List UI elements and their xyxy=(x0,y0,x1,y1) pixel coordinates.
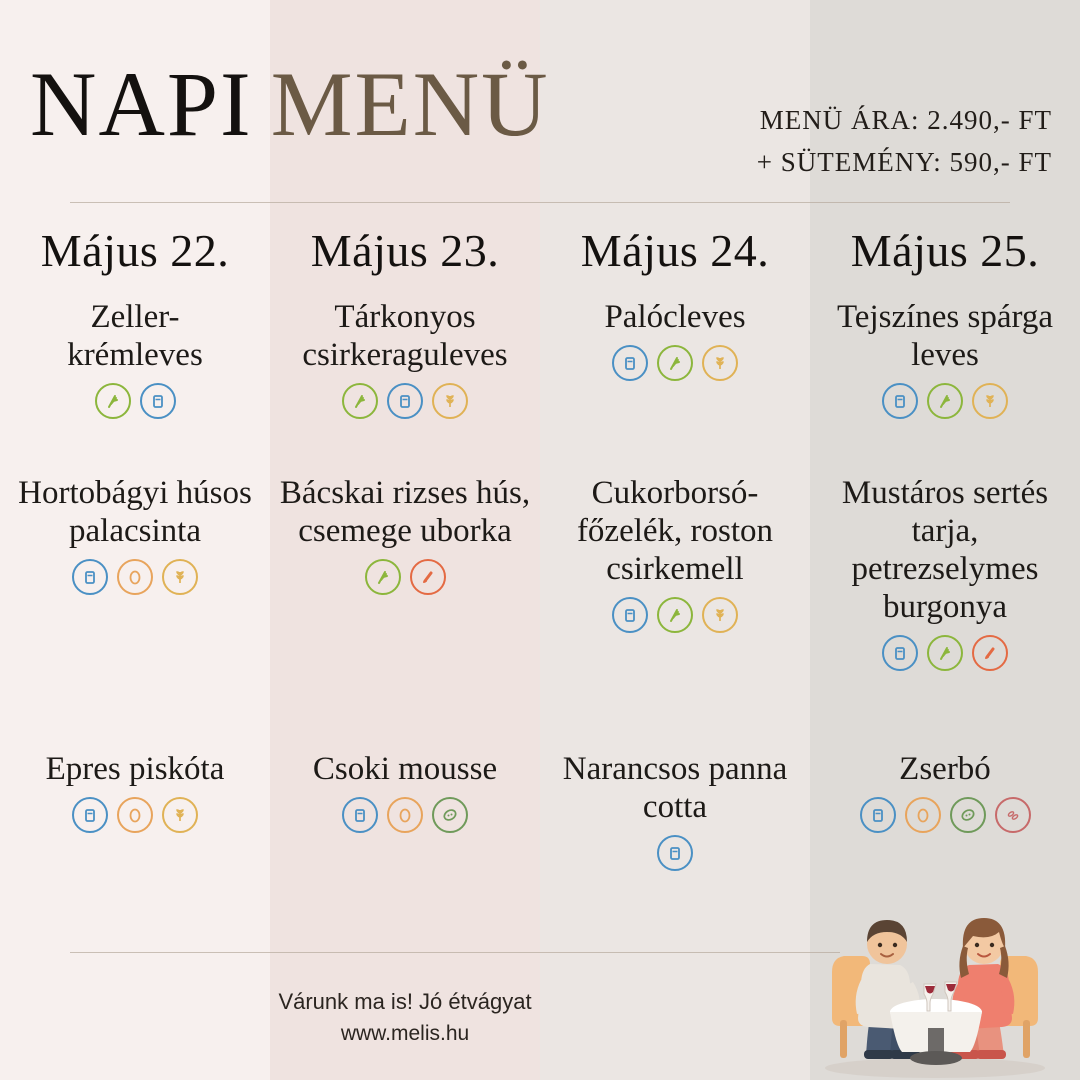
footer xyxy=(0,985,810,1050)
egg-icon xyxy=(387,797,423,833)
allergen-icons xyxy=(544,597,806,633)
milk-icon xyxy=(882,635,918,671)
gluten-icon xyxy=(702,597,738,633)
dish-name: Epres piskóta xyxy=(45,751,225,787)
dessert-dish xyxy=(544,751,806,871)
celery-icon xyxy=(365,559,401,595)
price-info xyxy=(757,100,1052,184)
main-slot xyxy=(814,475,1076,721)
milk-icon xyxy=(140,383,176,419)
soup-slot xyxy=(814,299,1076,449)
egg-icon xyxy=(117,559,153,595)
title-word-menu: MENÜ xyxy=(270,53,550,155)
page-title xyxy=(30,53,550,155)
allergen-icons xyxy=(814,635,1076,671)
allergen-icons xyxy=(4,383,266,419)
celery-icon xyxy=(927,635,963,671)
mustard-icon xyxy=(972,635,1008,671)
soup-dish xyxy=(4,299,266,419)
menu-day-column xyxy=(810,224,1080,891)
gluten-icon xyxy=(162,559,198,595)
dessert-slot xyxy=(274,751,536,891)
divider-top xyxy=(70,202,1010,203)
soup-dish xyxy=(274,299,536,419)
footer-greeting: Várunk ma is! Jó étvágyat xyxy=(278,989,532,1014)
gluten-icon xyxy=(162,797,198,833)
menu-price: MENÜ ÁRA: 2.490,- FT xyxy=(759,105,1052,135)
dish-name: Csoki mousse xyxy=(312,751,498,787)
celery-icon xyxy=(657,345,693,381)
day-heading: Május 23. xyxy=(310,225,500,276)
soup-dish xyxy=(814,299,1076,419)
main-dish xyxy=(814,475,1076,671)
soup-slot xyxy=(4,299,266,449)
allergen-icons xyxy=(544,345,806,381)
dish-name: Bácskai rizses hús, csemege uborka xyxy=(279,475,531,549)
dessert-slot xyxy=(4,751,266,891)
dessert-dish xyxy=(4,751,266,833)
soup-dish xyxy=(544,299,806,381)
dish-name: Cukorborsó-főzelék, roston csirkemell xyxy=(576,475,774,587)
sesame-icon xyxy=(995,797,1031,833)
dish-name: Palócleves xyxy=(604,299,746,335)
main-slot xyxy=(4,475,266,721)
day-heading: Május 24. xyxy=(580,225,770,276)
nuts-icon xyxy=(950,797,986,833)
dessert-price: + SÜTEMÉNY: 590,- FT xyxy=(756,146,1052,177)
menu-day-column xyxy=(540,224,810,891)
dish-name: Zserbó xyxy=(899,751,991,787)
nuts-icon xyxy=(432,797,468,833)
allergen-icons xyxy=(274,797,536,833)
gluten-icon xyxy=(972,383,1008,419)
menu-day-column xyxy=(270,224,540,891)
allergen-icons xyxy=(274,559,536,595)
milk-icon xyxy=(72,559,108,595)
poster-header xyxy=(0,34,1080,204)
milk-icon xyxy=(612,597,648,633)
milk-icon xyxy=(612,345,648,381)
celery-icon xyxy=(342,383,378,419)
milk-icon xyxy=(387,383,423,419)
menu-columns xyxy=(0,224,1080,891)
gluten-icon xyxy=(702,345,738,381)
main-dish xyxy=(274,475,536,595)
couple-dining-illustration xyxy=(800,860,1070,1080)
dish-name: Tejszínes spárga leves xyxy=(836,299,1054,373)
day-heading: Május 25. xyxy=(850,225,1040,276)
mustard-icon xyxy=(410,559,446,595)
footer-website[interactable]: www.melis.hu xyxy=(340,1022,470,1045)
milk-icon xyxy=(72,797,108,833)
main-slot xyxy=(274,475,536,721)
dish-name: Hortobágyi húsos palacsinta xyxy=(18,475,252,549)
dish-name: Mustáros sertés tarja, petrezselymes burgonya xyxy=(841,475,1049,625)
allergen-icons xyxy=(4,797,266,833)
dish-name: Tárkonyos csirkeraguleves xyxy=(302,299,508,373)
soup-slot xyxy=(274,299,536,449)
soup-slot xyxy=(544,299,806,449)
milk-icon xyxy=(860,797,896,833)
dessert-dish xyxy=(274,751,536,833)
allergen-icons xyxy=(814,797,1076,833)
gluten-icon xyxy=(432,383,468,419)
day-heading: Május 22. xyxy=(40,225,230,276)
menu-day-column xyxy=(0,224,270,891)
main-slot xyxy=(544,475,806,721)
allergen-icons xyxy=(274,383,536,419)
allergen-icons xyxy=(544,835,806,871)
dish-name: Zeller- krémleves xyxy=(67,299,203,373)
dessert-dish xyxy=(814,751,1076,833)
title-word-napi: NAPI xyxy=(30,53,253,155)
milk-icon xyxy=(882,383,918,419)
celery-icon xyxy=(95,383,131,419)
divider-bottom xyxy=(70,952,840,953)
milk-icon xyxy=(342,797,378,833)
main-dish xyxy=(4,475,266,595)
allergen-icons xyxy=(4,559,266,595)
dish-name: Narancsos panna cotta xyxy=(562,751,788,825)
milk-icon xyxy=(657,835,693,871)
egg-icon xyxy=(905,797,941,833)
main-dish xyxy=(544,475,806,633)
celery-icon xyxy=(927,383,963,419)
celery-icon xyxy=(657,597,693,633)
egg-icon xyxy=(117,797,153,833)
allergen-icons xyxy=(814,383,1076,419)
dessert-slot xyxy=(544,751,806,891)
